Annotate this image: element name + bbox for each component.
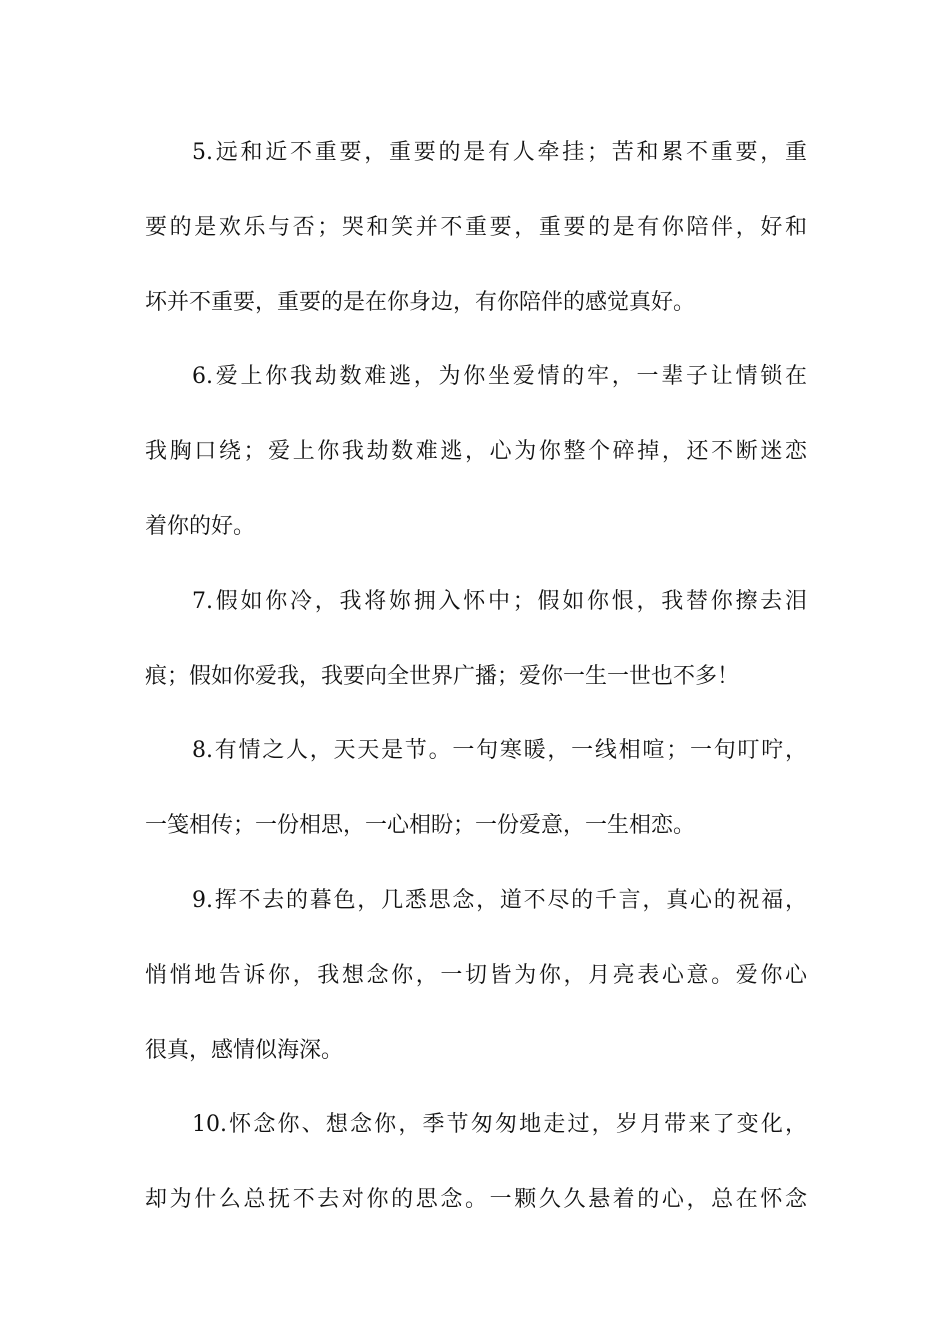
paragraph-6-line-1: 6.爱上你我劫数难逃，为你坐爱情的牢，一辈子让情锁在 [192, 364, 807, 390]
paragraph-10-line-1: 10.怀念你、想念你，季节匆匆地走过，岁月带来了变化， [192, 1112, 807, 1138]
paragraph-5-line-2: 要的是欢乐与否；哭和笑并不重要，重要的是有你陪伴，好和 [145, 214, 807, 240]
paragraph-5-line-3: 坏并不重要，重要的是在你身边，有你陪伴的感觉真好。 [145, 289, 696, 315]
paragraph-9-line-3: 很真，感情似海深。 [145, 1037, 344, 1063]
document-body [145, 134, 807, 1256]
paragraph-6-line-2: 我胸口绕；爱上你我劫数难逃，心为你整个碎掉，还不断迷恋 [145, 439, 807, 465]
paragraph-9-line-1: 9.挥不去的暮色，几悉思念，道不尽的千言，真心的祝福， [192, 887, 807, 913]
paragraph-8-line-1: 8.有情之人，天天是节。一句寒暖，一线相喧；一句叮咛， [192, 738, 807, 764]
paragraph-8-line-2: 一笺相传；一份相思，一心相盼；一份爱意，一生相恋。 [145, 813, 696, 839]
paragraph-9-line-2: 悄悄地告诉你，我想念你，一切皆为你，月亮表心意。爱你心 [145, 962, 807, 988]
paragraph-6-line-3: 着你的好。 [145, 513, 256, 539]
paragraph-7-line-2: 痕；假如你爱我，我要向全世界广播；爱你一生一世也不多！ [145, 663, 740, 689]
paragraph-5-line-1: 5.远和近不重要，重要的是有人牵挂；苦和累不重要，重 [192, 140, 807, 165]
paragraph-7-line-1: 7.假如你冷，我将妳拥入怀中；假如你恨，我替你擦去泪 [192, 588, 807, 614]
paragraph-10-line-2: 却为什么总抚不去对你的思念。一颗久久悬着的心，总在怀念 [145, 1187, 807, 1213]
